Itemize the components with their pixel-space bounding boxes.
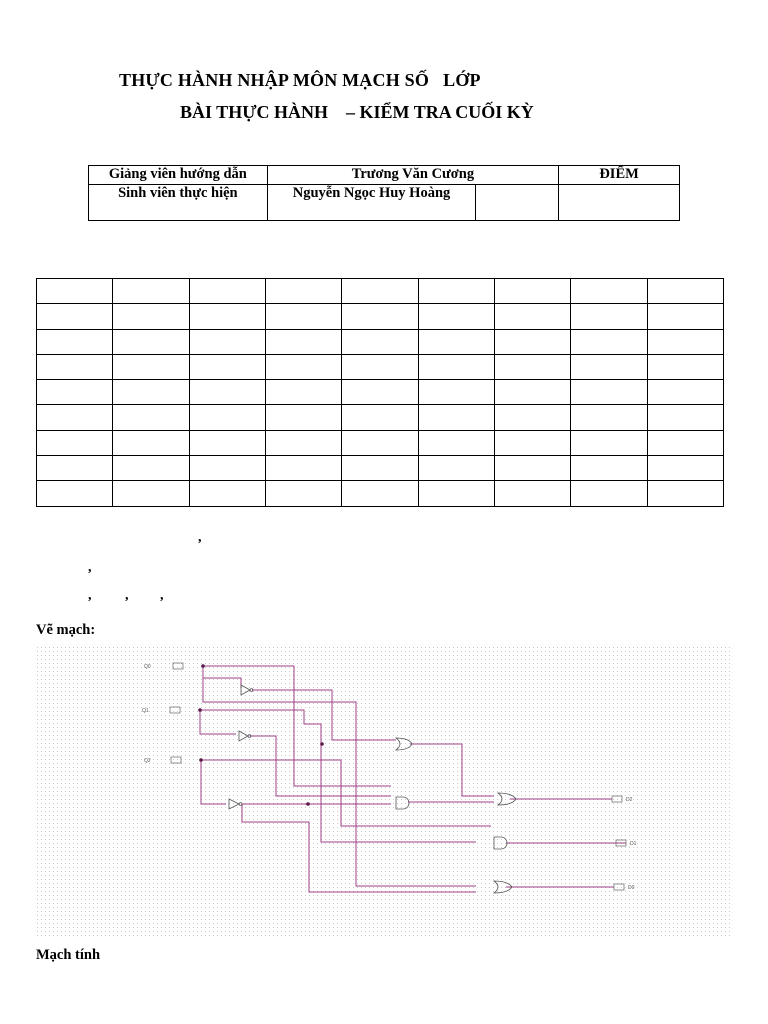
blank-table-cell (113, 380, 189, 405)
blank-table-cell (37, 329, 113, 354)
blank-table-cell (113, 481, 189, 506)
blank-table-cell (647, 380, 723, 405)
blank-table-cell (189, 456, 265, 481)
blank-table-cell (494, 456, 570, 481)
blank-table-cell (37, 456, 113, 481)
schematic-grid (36, 646, 732, 938)
blank-table-cell (571, 380, 647, 405)
instructor-label: Giảng viên hướng dẫn (89, 166, 268, 185)
blank-table-cell (265, 380, 341, 405)
student-label: Sinh viên thực hiện (89, 185, 268, 221)
blank-table-cell (571, 456, 647, 481)
blank-table-cell (189, 430, 265, 455)
blank-table-cell (494, 405, 570, 430)
blank-table-cell (342, 430, 418, 455)
blank-table-cell (418, 329, 494, 354)
blank-table-cell (113, 456, 189, 481)
blank-table-cell (37, 405, 113, 430)
blank-table-cell (342, 456, 418, 481)
blank-table-cell (571, 481, 647, 506)
blank-table-cell (494, 430, 570, 455)
blank-table-cell (647, 279, 723, 304)
blank-table-cell (571, 354, 647, 379)
blank-table-cell (37, 380, 113, 405)
blank-table-cell (494, 481, 570, 506)
blank-table-cell (113, 405, 189, 430)
blank-table-cell (342, 481, 418, 506)
blank-table-cell (418, 430, 494, 455)
blank-table-cell (418, 456, 494, 481)
svg-text:D0: D0 (628, 885, 635, 891)
blank-table-row (37, 481, 724, 506)
section-compute-circuit: Mạch tính (36, 947, 101, 963)
blank-table-cell (113, 329, 189, 354)
circuit-diagram (36, 646, 732, 938)
blank-table-row (37, 380, 724, 405)
blank-table-cell (189, 304, 265, 329)
blank-table-cell (418, 380, 494, 405)
punctuation-3b: , (125, 588, 129, 603)
blank-table-cell (113, 354, 189, 379)
blank-table-cell (494, 304, 570, 329)
blank-table-cell (265, 430, 341, 455)
blank-table-cell (265, 304, 341, 329)
document-title: THỰC HÀNH NHẬP MÔN MẠCH SỐ LỚP (119, 70, 481, 90)
blank-table-cell (571, 329, 647, 354)
blank-table-cell (37, 304, 113, 329)
blank-table-row (37, 405, 724, 430)
blank-answer-table (36, 278, 724, 507)
blank-table-cell (647, 430, 723, 455)
svg-text:Q2: Q2 (144, 758, 151, 764)
blank-table-cell (189, 279, 265, 304)
svg-text:D2: D2 (626, 797, 633, 803)
blank-table-cell (189, 481, 265, 506)
blank-table-row (37, 456, 724, 481)
blank-table-cell (571, 430, 647, 455)
blank-table-row (37, 329, 724, 354)
student-extra-cell (476, 185, 559, 221)
student-name: Nguyễn Ngọc Huy Hoàng (267, 185, 476, 221)
blank-table-row (37, 279, 724, 304)
score-label: ĐIỂM (559, 166, 680, 185)
blank-table-cell (342, 279, 418, 304)
blank-table-cell (342, 354, 418, 379)
blank-table-row (37, 304, 724, 329)
blank-table-cell (418, 481, 494, 506)
blank-table-cell (189, 329, 265, 354)
blank-table-cell (494, 380, 570, 405)
blank-table-cell (265, 405, 341, 430)
blank-table-cell (647, 456, 723, 481)
blank-table-cell (342, 380, 418, 405)
blank-table-cell (189, 354, 265, 379)
blank-table-cell (418, 405, 494, 430)
blank-table-cell (265, 354, 341, 379)
blank-table-cell (571, 304, 647, 329)
blank-table-cell (37, 481, 113, 506)
blank-table-cell (418, 354, 494, 379)
blank-table-cell (265, 456, 341, 481)
document-subtitle: BÀI THỰC HÀNH – KIỂM TRA CUỐI KỲ (180, 102, 534, 122)
blank-table-cell (647, 304, 723, 329)
section-draw-circuit: Vẽ mạch: (36, 622, 96, 638)
blank-table-cell (189, 380, 265, 405)
blank-table-cell (342, 304, 418, 329)
instructor-name: Trương Văn Cương (267, 166, 558, 185)
score-cell (559, 185, 680, 221)
blank-table-cell (647, 405, 723, 430)
blank-table-cell (647, 329, 723, 354)
blank-table-cell (494, 354, 570, 379)
blank-table-cell (494, 329, 570, 354)
blank-table-cell (113, 304, 189, 329)
punctuation-1: , (198, 530, 202, 545)
blank-table-cell (418, 304, 494, 329)
blank-table-cell (37, 354, 113, 379)
blank-table-cell (37, 279, 113, 304)
blank-table-cell (37, 430, 113, 455)
blank-table-row (37, 354, 724, 379)
blank-table-cell (571, 405, 647, 430)
punctuation-2: , (88, 560, 92, 575)
blank-table-cell (113, 279, 189, 304)
punctuation-3a: , (88, 588, 92, 603)
blank-table-cell (342, 329, 418, 354)
blank-table-cell (113, 430, 189, 455)
blank-table-cell (189, 405, 265, 430)
blank-table-cell (494, 279, 570, 304)
blank-table-cell (265, 329, 341, 354)
blank-table-cell (342, 405, 418, 430)
punctuation-3c: , (160, 588, 164, 603)
blank-table-cell (418, 279, 494, 304)
svg-text:Q1: Q1 (142, 708, 149, 714)
svg-text:Q0: Q0 (144, 664, 151, 670)
svg-text:D1: D1 (630, 841, 637, 847)
info-table (88, 165, 680, 221)
blank-table-cell (647, 481, 723, 506)
blank-table-cell (265, 279, 341, 304)
blank-table-cell (265, 481, 341, 506)
blank-table-row (37, 430, 724, 455)
blank-table-cell (647, 354, 723, 379)
blank-table-cell (571, 279, 647, 304)
